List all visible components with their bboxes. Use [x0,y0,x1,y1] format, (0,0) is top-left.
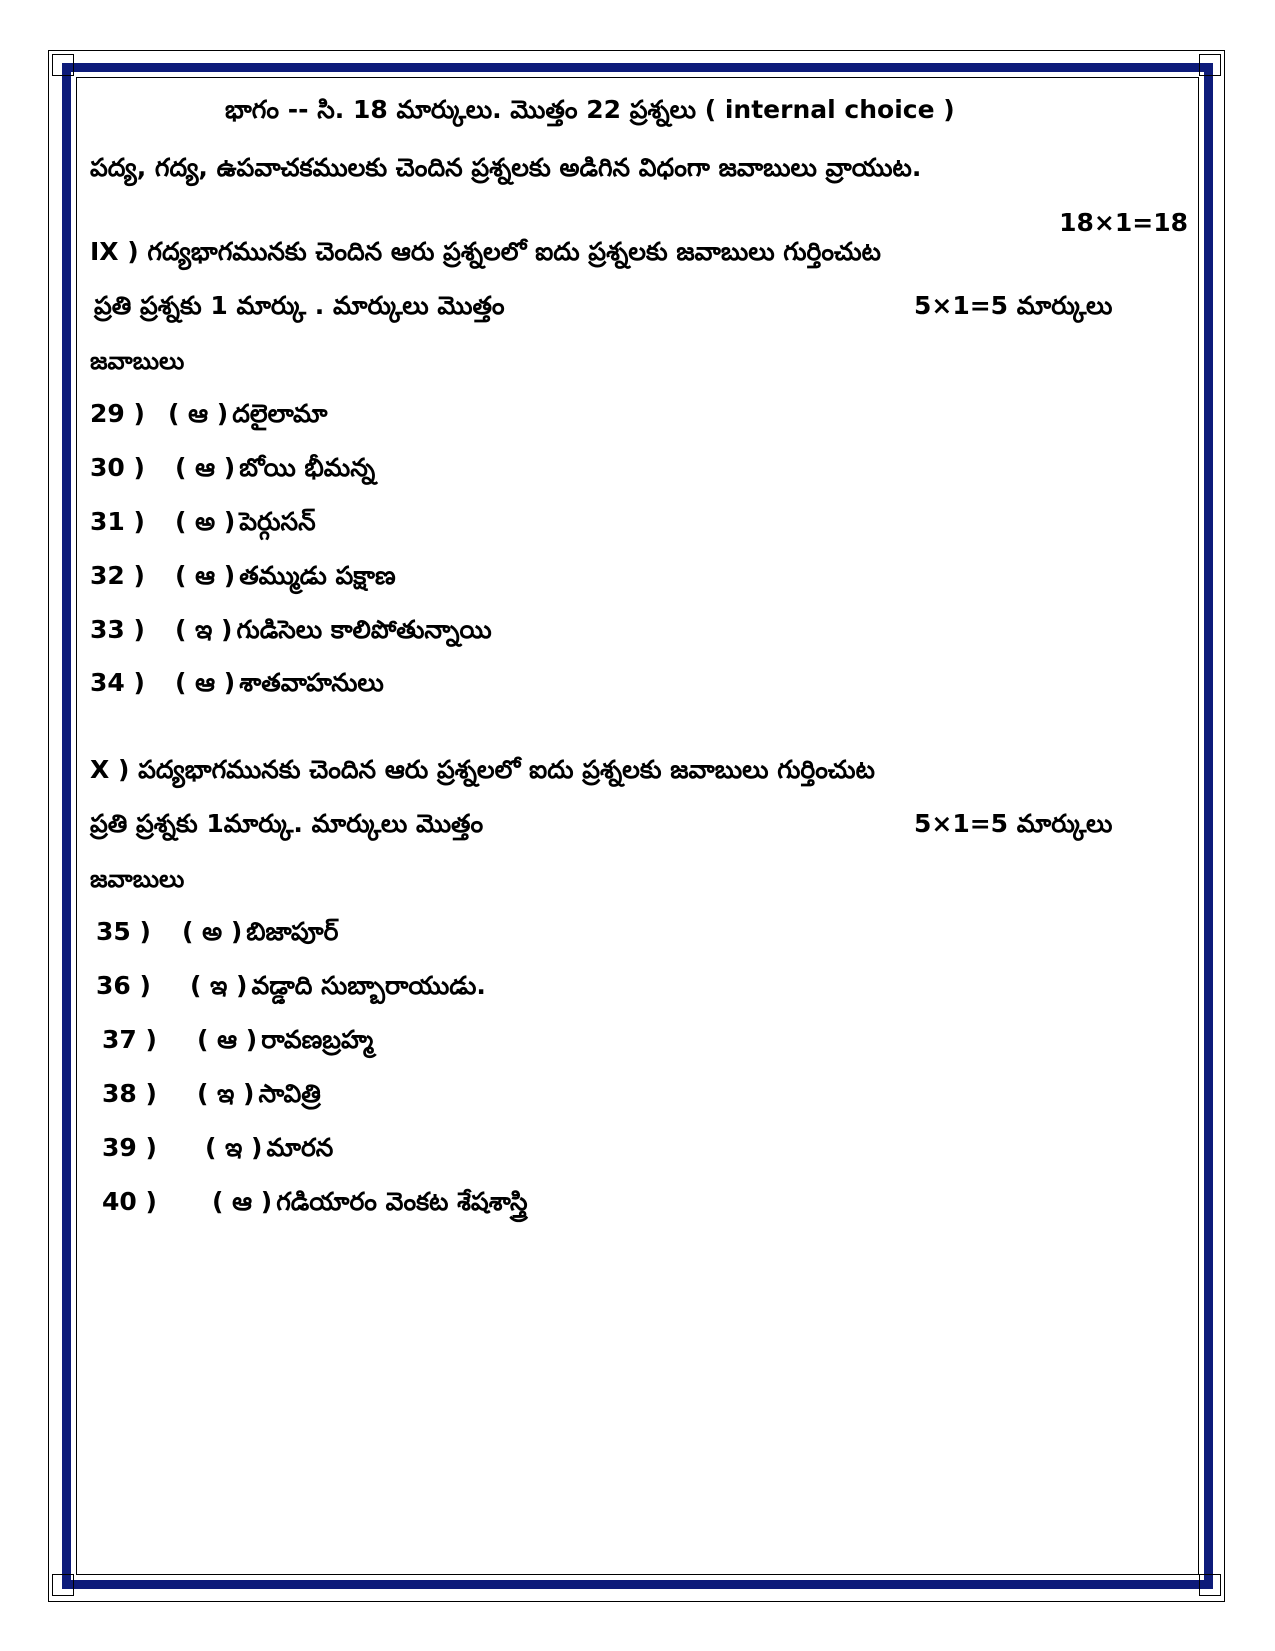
answer-option: ( ఆ ) [168,399,229,428]
answer-option: ( అ ) [175,507,236,536]
answer-number: 37 ) [102,1025,157,1054]
answer-option: ( ఆ ) [175,561,236,590]
answer-number: 38 ) [102,1079,157,1108]
section-ix-rule-text: ప్రతి ప్రశ్నకు 1 మార్కు . మార్కులు మొత్తం [94,291,505,320]
answer-row [90,559,396,593]
answer-row [96,915,338,949]
answer-number: 36 ) [96,971,151,1000]
answer-row [96,969,486,1003]
answer-option: ( ఇ ) [175,615,233,644]
answer-number: 34 ) [90,668,145,697]
answer-row [102,1131,333,1165]
section-ix-heading: IX ) గద్యభాగమునకు చెందిన ఆరు ప్రశ్నలలో ఐదు ప్రశ్నలకు జవాబులు గుర్తించుట [90,237,881,266]
answer-option: ( ఆ ) [175,453,236,482]
answer-text: బిజాపూర్ [246,917,339,946]
answer-row [90,666,384,700]
answer-option: ( ఆ ) [197,1025,258,1054]
answer-text: గడియారం వెంకట శేషశాస్త్రి [276,1187,528,1216]
answer-row [102,1023,373,1057]
answer-option: ( ఆ ) [212,1187,273,1216]
answer-text: పెర్గుసన్ [239,507,316,536]
border-corner-top-left [52,54,74,76]
answer-row [90,505,316,539]
answer-row [90,397,327,431]
answer-text: తమ్ముడు పక్షాణ [239,561,396,590]
answer-text: మారన [266,1133,334,1162]
section-x-marks: 5×1=5 మార్కులు [914,809,1113,838]
page-title: భాగం -- సి. 18 మార్కులు. మొత్తం 22 ప్రశ్నలు ( internal choice ) [225,95,955,124]
answer-text: దలైలామా [232,399,328,428]
answer-option: ( ఇ ) [197,1079,255,1108]
section-x-rule-text: ప్రతి ప్రశ్నకు 1మార్కు. మార్కులు మొత్తం [90,809,484,838]
answer-text: శాతవాహనులు [239,668,384,697]
answer-text: గుడిసెలు కాలిపోతున్నాయి [236,615,492,644]
answer-text: సావిత్రి [258,1079,321,1108]
total-marks: 18×1=18 [1059,208,1188,237]
answer-option: ( ఇ ) [190,971,248,1000]
border-corner-top-right [1199,54,1221,76]
border-corner-bottom-left [52,1574,74,1596]
answer-row [102,1077,321,1111]
answer-text: బోయి భీమన్న [239,453,376,482]
instruction-text: పద్య, గద్య, ఉపవాచకములకు చెందిన ప్రశ్నలకు అడిగిన విధంగా జవాబులు వ్రాయుట. [90,153,922,182]
answer-number: 33 ) [90,615,145,644]
answer-number: 32 ) [90,561,145,590]
answer-option: ( అ ) [182,917,243,946]
answer-number: 30 ) [90,453,145,482]
section-x-answers-label: జవాబులు [90,865,185,893]
section-ix-marks: 5×1=5 మార్కులు [914,291,1113,320]
section-ix-rule [94,289,1113,323]
border-corner-bottom-right [1199,1574,1221,1596]
answer-option: ( ఇ ) [205,1133,263,1162]
answer-number: 40 ) [102,1187,157,1216]
answer-number: 35 ) [96,917,151,946]
section-x-rule [90,807,1113,841]
answer-row [90,451,375,485]
answer-option: ( ఆ ) [175,668,236,697]
section-ix-answers-label: జవాబులు [90,347,185,375]
answer-row [90,613,492,647]
answer-number: 39 ) [102,1133,157,1162]
answer-text: రావణబ్రహ్మ [261,1025,374,1054]
answer-number: 31 ) [90,507,145,536]
answer-number: 29 ) [90,399,145,428]
answer-row [102,1185,528,1219]
section-x-heading: X ) పద్యభాగమునకు చెందిన ఆరు ప్రశ్నలలో ఐదు ప్రశ్నలకు జవాబులు గుర్తించుట [90,755,875,784]
answer-text: వడ్డాది సుబ్బారాయుడు. [251,971,486,1000]
